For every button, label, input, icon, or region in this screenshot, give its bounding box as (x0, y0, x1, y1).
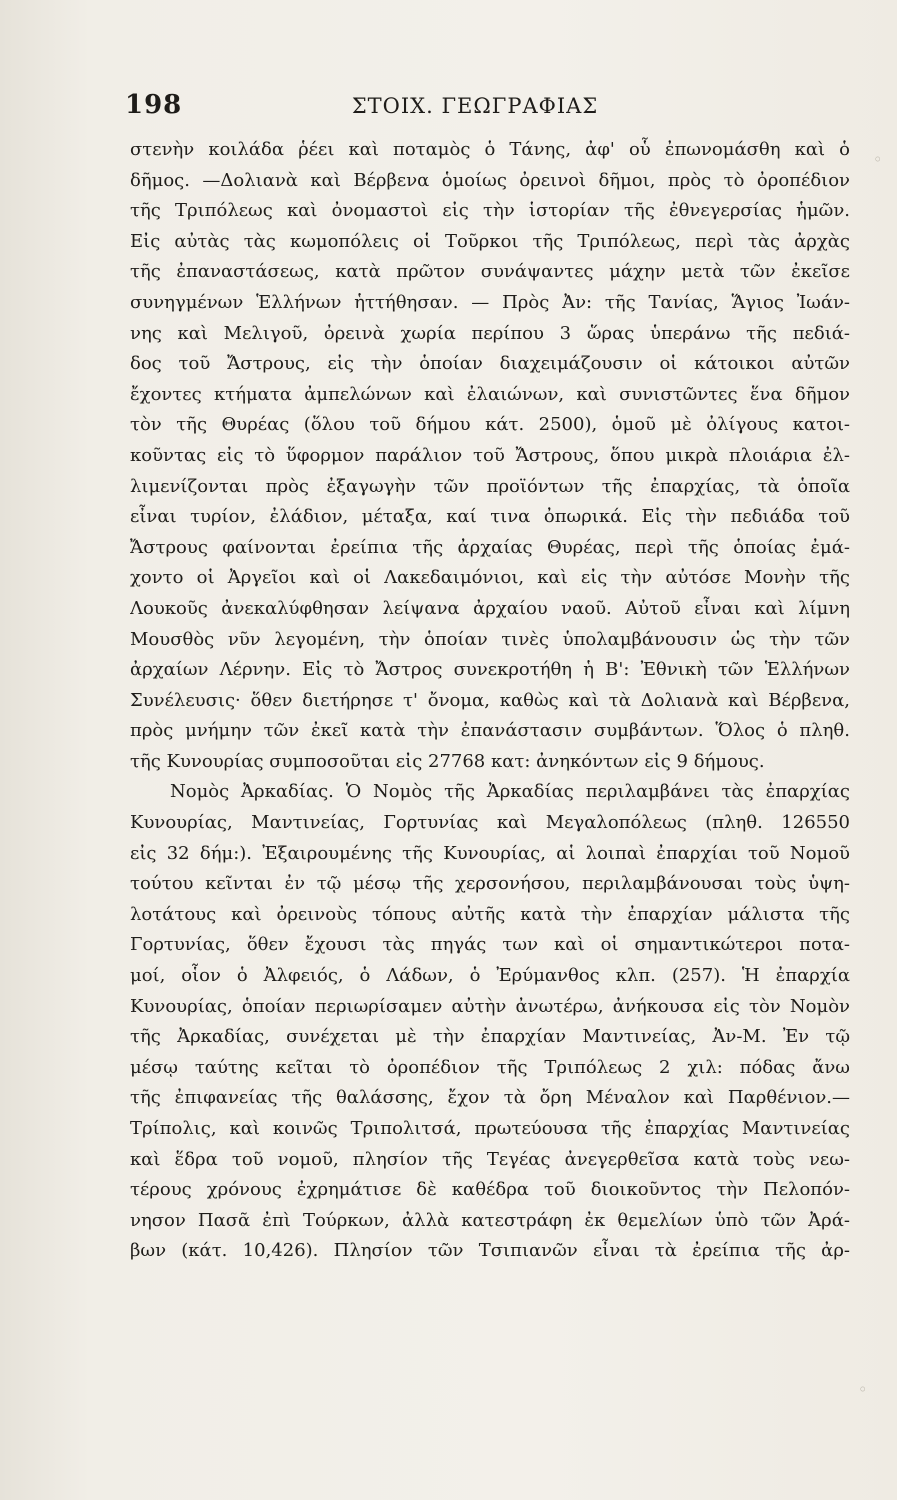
section-heading-line: Νομὸς Ἀρκαδίας. Ὁ Νομὸς τῆς Ἀρκαδίας περιλαμβάνει τὰς ἐπαρχίας (170, 781, 850, 803)
text-line: Τρίπολις, καὶ κοινῶς Τριπολιτσά, πρωτεύουσα τῆς ἐπαρχίας Μαντινείας (130, 1118, 850, 1139)
text-line: δος τοῦ Ἄστρους, εἰς τὴν ὁποίαν διαχειμάζουσιν οἱ κάτοικοι αὐτῶν (130, 353, 850, 375)
text-line: στενὴν κοιλάδα ῥέει καὶ ποταμὸς ὁ Τάνης, ἀφ' οὗ ἐπωνομάσθη καὶ ὁ (130, 139, 850, 160)
text-line: λοτάτους καὶ ὀρεινοὺς τόπους αὐτῆς κατὰ τὴν ἐπαρχίαν μάλιστα τῆς (130, 903, 850, 925)
text-line: μοί, οἷον ὁ Ἀλφειός, ὁ Λάδων, ὁ Ἐρύμανθος κλπ. (257). Ἡ ἐπαρχία (130, 965, 850, 987)
text-line: τῆς Ἀρκαδίας, συνέχεται μὲ τὴν ἐπαρχίαν Μαντινείας, Ἀν-Μ. Ἐν τῷ (130, 1026, 850, 1048)
page-number: 198 (125, 90, 183, 120)
text-line: τῆς Κυνουρίας συμποσοῦται εἰς 27768 κατ: ἀνηκόντων εἰς 9 δήμους. (130, 750, 765, 772)
text-line: ἀρχαίων Λέρνην. Εἰς τὸ Ἄστρος συνεκροτήθη ἡ Β': Ἐθνικὴ τῶν Ἑλλήνων (130, 659, 850, 681)
text-line: τέρους χρόνους ἐχρημάτισε δὲ καθέδρα τοῦ διοικοῦντος τὴν Πελοπόν- (130, 1179, 850, 1201)
text-line: Συνέλευσις· ὅθεν διετήρησε τ' ὄνομα, καθὼς καὶ τὰ Δολιανὰ καὶ Βέρβενα, (130, 689, 850, 711)
text-line: Ἄστρους φαίνονται ἐρείπια τῆς ἀρχαίας Θυρέας, περὶ τῆς ὁποίας ἐμά- (130, 536, 850, 558)
text-line: βων (κάτ. 10,426). Πλησίον τῶν Τσιπιανῶν εἶναι τὰ ἐρείπια τῆς ἀρ- (130, 1240, 850, 1262)
text-line: Λουκοῦς ἀνεκαλύφθησαν λείψανα ἀρχαίου ναοῦ. Αὐτοῦ εἶναι καὶ λίμνη (130, 597, 850, 619)
text-line: τῆς ἐπαναστάσεως, κατὰ πρῶτον συνάψαντες μάχην μετὰ τῶν ἐκεῖσε (130, 261, 850, 283)
running-head: ΣΤΟΙΧ. ΓΕΩΓΡΑΦΙΑΣ (351, 94, 599, 118)
text-line: τῆς ἐπιφανείας τῆς θαλάσσης, ἔχον τὰ ὄρη Μέναλον καὶ Παρθένιον.— (130, 1087, 850, 1109)
text-line: Μουσθὸς νῦν λεγομένη, τὴν ὁποίαν τινὲς ὑπολαμβάνουσιν ὡς τὴν τῶν (130, 628, 850, 650)
text-line: καὶ ἕδρα τοῦ νομοῦ, πλησίον τῆς Τεγέας ἀνεγερθεῖσα κατὰ τοὺς νεω- (130, 1148, 850, 1170)
text-line: τούτου κεῖνται ἐν τῷ μέσῳ τῆς χερσονήσου, περιλαμβάνουσαι τοὺς ὑψη- (130, 873, 850, 895)
text-line: τῆς Τριπόλεως καὶ ὀνομαστοὶ εἰς τὴν ἱστορίαν τῆς ἐθνεγερσίας ἡμῶν. (130, 200, 850, 222)
text-line: συνηγμένων Ἑλλήνων ἡττήθησαν. — Πρὸς Ἀν: τῆς Τανίας, Ἅγιος Ἰωάν- (130, 291, 850, 313)
text-line: νησον Πασᾶ ἐπὶ Τούρκων, ἀλλὰ κατεστράφη ἐκ θεμελίων ὑπὸ τῶν Ἀρά- (130, 1209, 850, 1231)
page-header (125, 90, 825, 130)
text-line: χοντο οἱ Ἀργεῖοι καὶ οἱ Λακεδαιμόνιοι, καὶ εἰς τὴν αὐτόσε Μονὴν τῆς (130, 567, 850, 589)
margin-speck: ◦ (858, 1380, 868, 1399)
text-line: εἰς 32 δήμ:). Ἐξαιρουμένης τῆς Κυνουρίας, αἱ λοιπαὶ ἐπαρχίαι τοῦ Νομοῦ (130, 842, 850, 864)
text-line: Γορτυνίας, ὅθεν ἔχουσι τὰς πηγάς των καὶ οἱ σημαντικώτεροι ποτα- (130, 934, 850, 956)
text-line: νης καὶ Μελιγοῦ, ὀρεινὰ χωρία περίπου 3 ὥρας ὑπεράνω τῆς πεδιά- (130, 322, 850, 344)
text-line: Εἰς αὐτὰς τὰς κωμοπόλεις οἱ Τοῦρκοι τῆς Τριπόλεως, περὶ τὰς ἀρχὰς (130, 230, 850, 252)
text-line: τὸν τῆς Θυρέας (ὅλου τοῦ δήμου κάτ. 2500), ὁμοῦ μὲ ὀλίγους κατοι- (130, 414, 850, 436)
text-line: ἔχοντες κτήματα ἀμπελώνων καὶ ἐλαιώνων, καὶ συνιστῶντες ἕνα δῆμον (130, 383, 850, 405)
text-line: δῆμος. —Δολιανὰ καὶ Βέρβενα ὁμοίως ὀρεινοὶ δῆμοι, πρὸς τὸ ὀροπέδιον (130, 169, 850, 191)
margin-speck: ◦ (873, 150, 883, 169)
text-line: εἶναι τυρίον, ἐλάδιον, μέταξα, καί τινα ὀπωρικά. Εἰς τὴν πεδιάδα τοῦ (130, 506, 850, 528)
text-line: πρὸς μνήμην τῶν ἐκεῖ κατὰ τὴν ἐπανάστασιν συμβάντων. Ὅλος ὁ πληθ. (130, 720, 850, 742)
text-line: κοῦντας εἰς τὸ ὕφορμον παράλιον τοῦ Ἄστρους, ὅπου μικρὰ πλοιάρια ἐλ- (130, 444, 850, 466)
text-line: λιμενίζονται πρὸς ἐξαγωγὴν τῶν προϊόντων τῆς ἐπαρχίας, τὰ ὁποῖα (130, 475, 850, 497)
text-line: Κυνουρίας, ὁποίαν περιωρίσαμεν αὐτὴν ἀνωτέρω, ἀνήκουσα εἰς τὸν Νομὸν (130, 995, 850, 1017)
body-text (130, 135, 850, 1267)
text-line: μέσῳ ταύτης κεῖται τὸ ὀροπέδιον τῆς Τριπόλεως 2 χιλ: πόδας ἄνω (130, 1056, 850, 1078)
text-line: Κυνουρίας, Μαντινείας, Γορτυνίας καὶ Μεγαλοπόλεως (πληθ. 126550 (130, 812, 850, 834)
